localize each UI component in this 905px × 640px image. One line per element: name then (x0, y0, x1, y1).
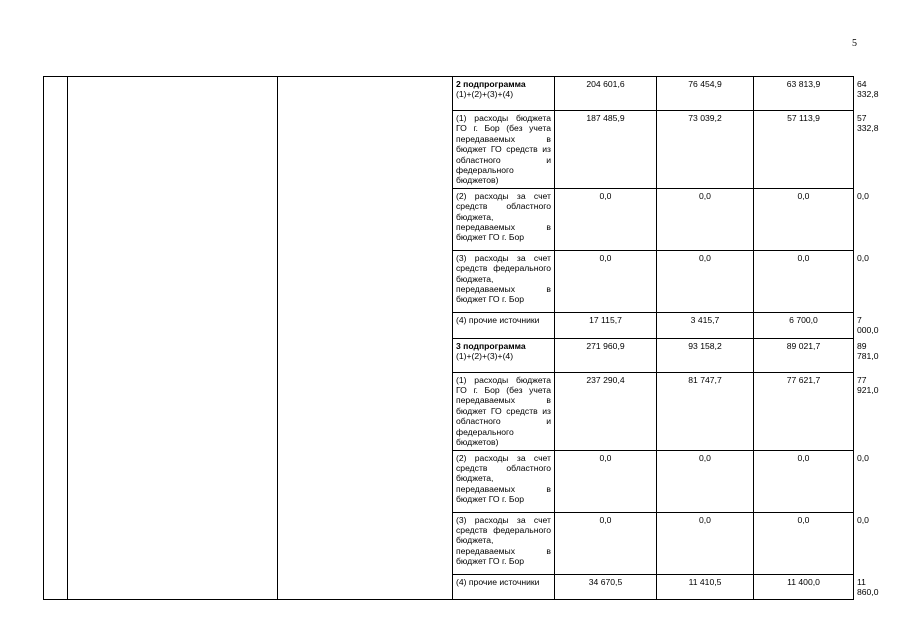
funding-source-cell (453, 312, 555, 338)
amount-cell: 11 400,0 (754, 574, 854, 600)
subprogram-title: 2 подпрограмма (456, 79, 526, 89)
table-row: 3 подпрограмма (1)+(2)+(3)+(4) 271 960,9 93 158,2 89 021,7 89 781,0 (44, 338, 854, 372)
table-row: (3) расходы за счет средств федерального бюджета, передаваемых в бюджет ГО г. Бор 0,0 0,0 0,0 0,0 (44, 512, 854, 574)
table-row: 2 подпрограмма (1)+(2)+(3)+(4) 204 601,6 76 454,9 63 813,9 64 332,8 (44, 77, 854, 111)
amount-cell: 0,0 (555, 250, 657, 312)
budget-table (43, 76, 879, 600)
amount-cell: 0,0 (754, 512, 854, 574)
amount-cell: 89 021,7 (754, 338, 854, 372)
table-row: (1) расходы бюджета ГО г. Бор (без учета передаваемых в бюджет ГО средств из областного и федерального бюджетов) 237 290,4 81 747,7 77 621,7 77 921,0 (44, 372, 854, 450)
funding-source-text: (4) прочие источники (456, 576, 540, 587)
funding-source-text: (4) прочие источники (456, 314, 540, 325)
amount-cell: 0,0 (657, 188, 754, 250)
funding-source-cell (453, 512, 555, 574)
funding-source-text: (3) расходы за счет средств федерального бюджета, передаваемых в бюджет ГО г. Бор (456, 514, 551, 567)
table-row: (2) расходы за счет средств областного бюджета, передаваемых в бюджет ГО г. Бор 0,0 0,0 0,0 0,0 (44, 188, 854, 250)
page-number: 5 (852, 38, 857, 49)
amount-cell: 237 290,4 (555, 372, 657, 450)
executor-column-cell (278, 77, 453, 600)
funding-source-text: (2) расходы за счет средств областного бюджета, передаваемых в бюджет ГО г. Бор (456, 190, 551, 243)
amount-cell: 0,0 (754, 250, 854, 312)
funding-source-text: (1) расходы бюджета ГО г. Бор (без учета передаваемых в бюджет ГО средств из областного и федерального бюджетов) (456, 374, 551, 448)
amount-cell: 0,0 (657, 512, 754, 574)
amount-cell: 73 039,2 (657, 111, 754, 189)
amount-cell: 0,0 (754, 188, 854, 250)
funding-source-cell (453, 111, 555, 189)
funding-source-cell (453, 574, 555, 600)
funding-source-text: (3) расходы за счет средств федерального бюджета, передаваемых в бюджет ГО г. Бор (456, 252, 551, 305)
amount-cell: 0,0 (555, 450, 657, 512)
amount-cell: 3 415,7 (657, 312, 754, 338)
subprogram-title: 3 подпрограмма (456, 340, 526, 351)
amount-cell: 76 454,9 (657, 77, 754, 111)
funding-source-cell (453, 450, 555, 512)
amount-cell: 6 700,0 (754, 312, 854, 338)
amount-cell: 187 485,9 (555, 111, 657, 189)
funding-source-text: (1)+(2)+(3)+(4) (456, 351, 514, 362)
amount-cell: 0,0 (657, 250, 754, 312)
table-row: (4) прочие источники 17 115,7 3 415,7 6 700,0 7 000,0 (44, 312, 854, 338)
funding-source-cell (453, 188, 555, 250)
table-row: (3) расходы за счет средств федерального бюджета, передаваемых в бюджет ГО г. Бор 0,0 0,0 0,0 0,0 (44, 250, 854, 312)
funding-source-cell (453, 250, 555, 312)
program-name-column-cell (68, 77, 278, 600)
amount-cell: 34 670,5 (555, 574, 657, 600)
amount-cell: 57 113,9 (754, 111, 854, 189)
amount-cell: 0,0 (555, 188, 657, 250)
table-row: (1) расходы бюджета ГО г. Бор (без учета передаваемых в бюджет ГО средств из областного и федерального бюджетов) 187 485,9 73 039,2 57 113,9 57 332,8 (44, 111, 854, 189)
amount-cell: 0,0 (555, 512, 657, 574)
amount-cell: 0,0 (754, 450, 854, 512)
funding-source-text: (1) расходы бюджета ГО г. Бор (без учета передаваемых в бюджет ГО средств из областного и федерального бюджетов) (456, 113, 551, 186)
amount-cell: 11 410,5 (657, 574, 754, 600)
funding-source-cell (453, 372, 555, 450)
number-column-cell (44, 77, 68, 600)
amount-cell: 204 601,6 (555, 77, 657, 111)
funding-source-cell (453, 77, 555, 111)
amount-cell: 63 813,9 (754, 77, 854, 111)
table-row: (4) прочие источники 34 670,5 11 410,5 11 400,0 11 860,0 (44, 574, 854, 600)
funding-source-text: (2) расходы за счет средств областного бюджета, передаваемых в бюджет ГО г. Бор (456, 452, 551, 505)
amount-cell: 93 158,2 (657, 338, 754, 372)
table-row: (2) расходы за счет средств областного бюджета, передаваемых в бюджет ГО г. Бор 0,0 0,0 0,0 0,0 (44, 450, 854, 512)
amount-cell: 271 960,9 (555, 338, 657, 372)
amount-cell: 77 621,7 (754, 372, 854, 450)
funding-source-cell (453, 338, 555, 372)
funding-source-text: (1)+(2)+(3)+(4) (456, 89, 514, 100)
amount-cell: 81 747,7 (657, 372, 754, 450)
amount-cell: 17 115,7 (555, 312, 657, 338)
amount-cell: 0,0 (657, 450, 754, 512)
